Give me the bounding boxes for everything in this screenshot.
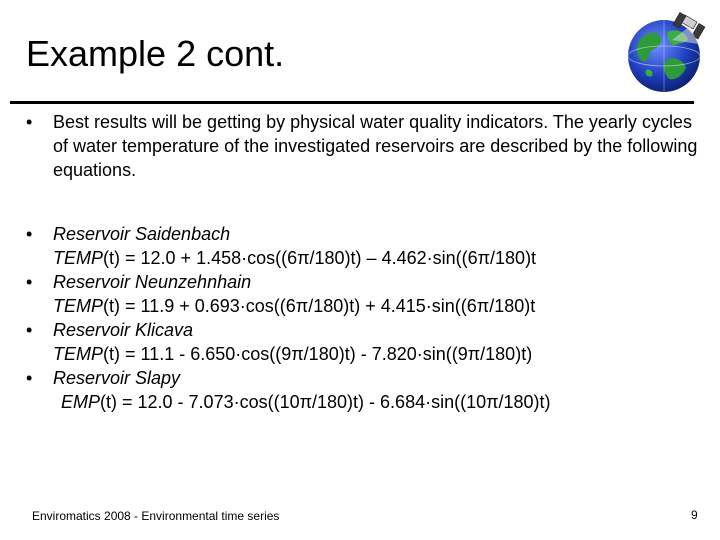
reservoir-equation <box>53 342 706 366</box>
slide-title: Example 2 cont. <box>26 33 285 74</box>
reservoir-item <box>26 318 706 366</box>
equation-variable: TEMP <box>53 248 104 268</box>
reservoir-name: Reservoir Klicava <box>53 320 194 340</box>
equation-variable: EMP <box>61 392 101 412</box>
equation-variable: TEMP <box>53 344 104 364</box>
bullet-dot: • <box>26 320 33 340</box>
reservoir-name: Reservoir Slapy <box>53 368 181 388</box>
bullet-dot: • <box>26 272 33 292</box>
equation-expression: (t) = 11.1 - 6.650·cos((9π/180)t) - 7.820·sin((9π/180)t) <box>103 344 533 364</box>
equation-variable: TEMP <box>53 296 104 316</box>
equation-expression: (t) = 12.0 + 1.458·cos((6π/180)t) – 4.462·sin((6π/180)t <box>103 248 537 268</box>
reservoir-name: Reservoir Neunzehnhain <box>53 272 252 292</box>
reservoir-name: Reservoir Saidenbach <box>53 224 231 244</box>
reservoir-equation <box>53 390 706 414</box>
slide-body <box>26 110 706 414</box>
globe-satellite-icon <box>624 10 710 96</box>
bullet-dot: • <box>26 112 33 132</box>
reservoir-equation <box>53 246 706 270</box>
reservoir-item <box>26 222 706 270</box>
title-divider <box>10 101 694 104</box>
page-number: 9 <box>691 508 698 522</box>
slide-footer: Enviromatics 2008 - Environmental time series <box>32 509 280 523</box>
bullet-dot: • <box>26 224 33 244</box>
intro-text: Best results will be getting by physical water quality indicators. The yearly cycles of water temperature of the investigated reservoirs are described by the following equations. <box>53 112 698 180</box>
bullet-dot: • <box>26 368 33 388</box>
reservoir-item <box>26 366 706 414</box>
equation-expression: (t) = 12.0 - 7.073·cos((10π/180)t) - 6.684·sin((10π/180)t) <box>100 392 551 412</box>
intro-bullet <box>26 110 706 182</box>
reservoir-equation <box>53 294 706 318</box>
equation-expression: (t) = 11.9 + 0.693·cos((6π/180)t) + 4.415·sin((6π/180)t <box>103 296 536 316</box>
reservoir-item <box>26 270 706 318</box>
